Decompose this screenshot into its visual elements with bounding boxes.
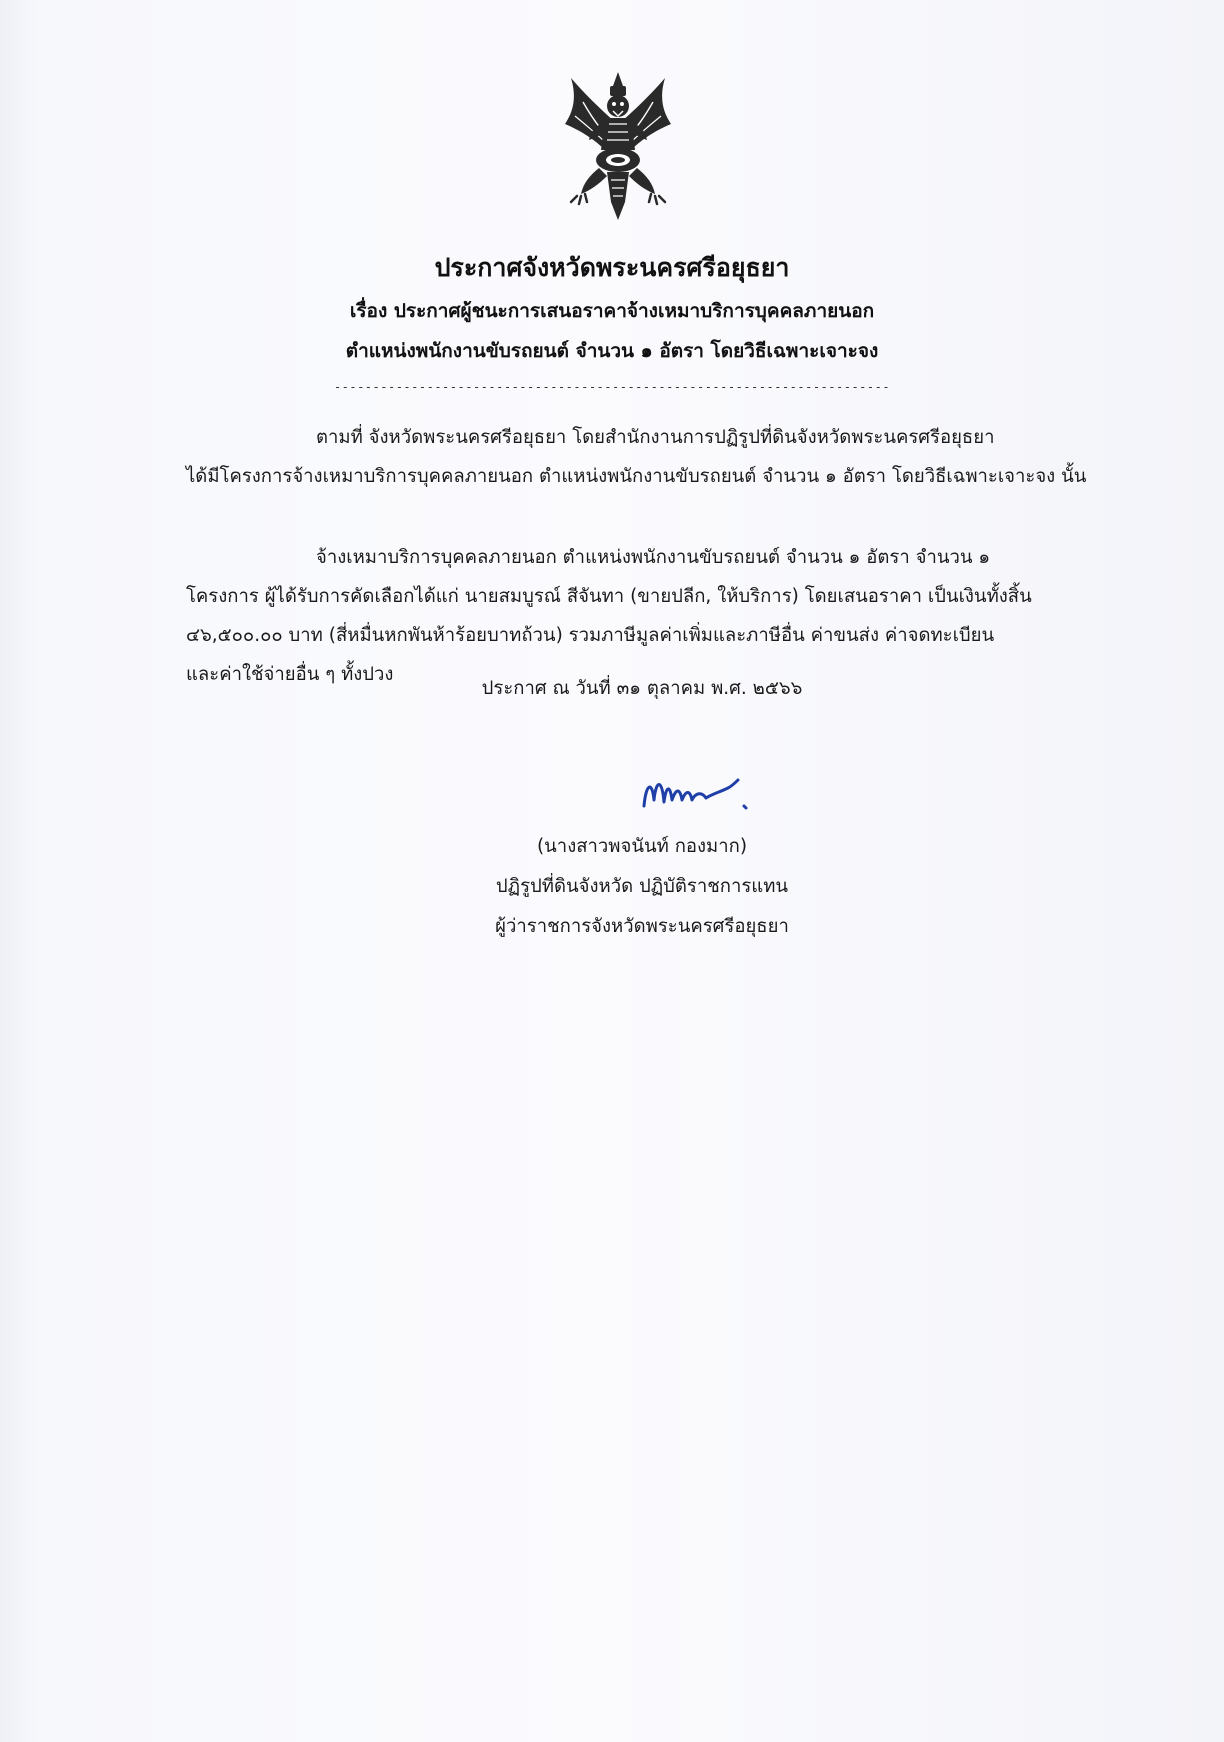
paragraph-2-line-4: และค่าใช้จ่ายอื่น ๆ ทั้งปวง	[186, 664, 394, 685]
subject-line-1: เรื่อง ประกาศผู้ชนะการเสนอราคาจ้างเหมาบริการบุคคลภายนอก	[349, 300, 875, 322]
signer-position-line-1: ปฏิรูปที่ดินจังหวัด ปฏิบัติราชการแทน	[495, 876, 789, 897]
subject-line-2: ตำแหน่งพนักงานขับรถยนต์ จำนวน ๑ อัตรา โดยวิธีเฉพาะเจาะจง	[345, 340, 879, 362]
paragraph-2-line-2: โครงการ ผู้ได้รับการคัดเลือกได้แก่ นายสมบูรณ์ สีจันทา (ขายปลีก, ให้บริการ) โดยเสนอราคา เป็นเงินทั้งสิ้น	[186, 586, 1032, 607]
handwritten-signature	[636, 766, 776, 822]
announcement-date: ประกาศ ณ วันที่ ๓๑ ตุลาคม พ.ศ. ๒๕๖๖	[481, 678, 803, 699]
paragraph-2-line-3: ๔๖,๕๐๐.๐๐ บาท (สี่หมื่นหกพันห้าร้อยบาทถ้วน) รวมภาษีมูลค่าเพิ่มและภาษีอื่น ค่าขนส่ง ค่าจดทะเบียน	[186, 625, 995, 646]
separator-line: ------------------------------------------------------------------------	[333, 380, 891, 394]
paragraph-1	[186, 418, 1116, 496]
paragraph-1-line-1: ตามที่ จังหวัดพระนครศรีอยุธยา โดยสำนักงานการปฏิรูปที่ดินจังหวัดพระนครศรีอยุธยา	[316, 427, 995, 448]
signer-name: (นางสาวพจนันท์ กองมาก)	[536, 836, 748, 857]
paragraph-2-line-1: จ้างเหมาบริการบุคคลภายนอก ตำแหน่งพนักงานขับรถยนต์ จำนวน ๑ อัตรา จำนวน ๑	[316, 547, 991, 568]
signer-position-line-2: ผู้ว่าราชการจังหวัดพระนครศรีอยุธยา	[495, 916, 789, 937]
paragraph-1-line-2: ได้มีโครงการจ้างเหมาบริการบุคคลภายนอก ตำแหน่งพนักงานขับรถยนต์ จำนวน ๑ อัตรา โดยวิธีเฉพาะเจาะจง นั้น	[186, 466, 1087, 487]
announcement-title: ประกาศจังหวัดพระนครศรีอยุธยา	[434, 253, 790, 282]
garuda-emblem-icon	[553, 72, 683, 222]
paragraph-2	[186, 538, 1116, 694]
